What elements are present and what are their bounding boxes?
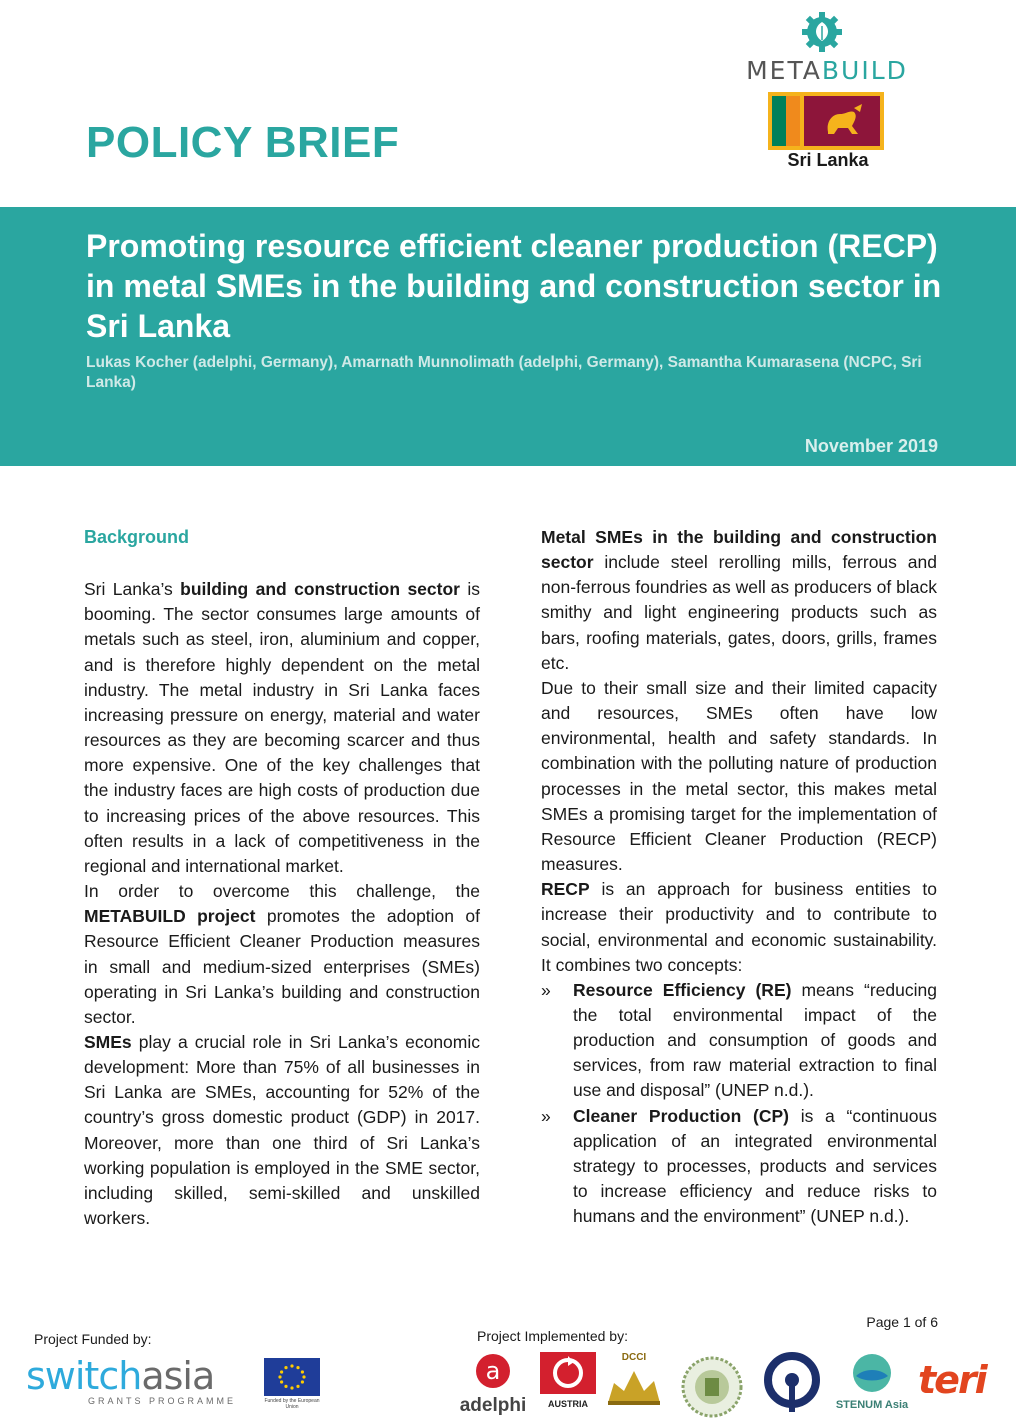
paragraph-recp: RECP is an approach for business entities to increase their productivity and to contribute to social, environmental and economic sustainability. It combines two concepts: — [541, 879, 937, 975]
svg-text:a: a — [485, 1357, 501, 1385]
authors-line: Lukas Kocher (adelphi, Germany), Amarnath Munnolimath (adelphi, Germany), Samantha Kumarasena (NCPC, Sri Lanka) — [86, 354, 922, 391]
paragraph-metabuild-project: In order to overcome this challenge, the METABUILD project promotes the adoption of Resource Efficient Cleaner Production measures in small and medium-sized enterprises (SMEs) operating in Sri Lanka’s building and construction sector. — [84, 881, 480, 1027]
paragraph-smes-role: SMEs play a crucial role in Sri Lanka’s economic development: More than 75% of all businesses in Sri Lanka are SMEs, accounting for 52% of the country’s gross domestic product (GDP) in 2017. Moreover, more than one third of Sri Lanka’s working population is employed in the SME sector, including skilled, semi-skilled and unskilled workers. — [84, 1031, 480, 1229]
publication-date: November 2019 — [804, 436, 938, 456]
metabuild-logo — [732, 10, 922, 85]
paragraph-metal-smes: Metal SMEs in the building and construction sector include steel rerolling mills, ferrous and non-ferrous foundries as well as producers of black smithy and light engineering products such as bars, roofing materials, gates, doors, grills, frames etc. — [541, 527, 937, 673]
stenum-asia-logo: STENUM Asia — [832, 1352, 912, 1411]
section-heading-background: Background — [84, 527, 190, 547]
globe-icon — [832, 1352, 912, 1394]
switch-asia-logo: switchasia GRANTS PROGRAMME — [26, 1354, 237, 1406]
page-number: Page 1 of 6 — [866, 1314, 938, 1330]
eu-flag-icon — [264, 1358, 320, 1396]
bullet-cleaner-production: » Cleaner Production (CP) is a “continuous application of an integrated environmental strategy to processes, products and services to increase efficiency and reduce risks to humans and the environment” (UNEP n.d.). — [541, 1105, 937, 1227]
teri-logo: teri — [918, 1358, 986, 1402]
logo-word-meta: META — [746, 56, 822, 85]
country-label: Sri Lanka — [787, 150, 869, 170]
doc-type-title: POLICY BRIEF — [86, 118, 400, 167]
recycling-arrows-icon — [540, 1352, 596, 1394]
adelphi-mark-icon — [456, 1352, 530, 1390]
cp-mark-icon — [762, 1352, 822, 1414]
eu-caption: Funded by the European Union — [264, 1398, 320, 1410]
logo-word-build: BUILD — [821, 56, 908, 85]
cp-logo — [762, 1352, 822, 1419]
seal-emblem-icon — [678, 1356, 746, 1418]
gear-leaf-icon — [800, 10, 844, 54]
implemented-by-label: Project Implemented by: — [477, 1328, 628, 1344]
bullet-mark: » — [541, 979, 551, 1000]
paragraph-small-size: Due to their small size and their limited capacity and resources, SMEs often have low environmental, health and safety standards. In combination with the polluting nature of production processes in the metal sector, this makes metal SMEs a promising target for the implementation of Resource Efficient Cleaner Production (RECP) measures. — [541, 677, 937, 875]
austria-recycling-logo: AUSTRIA — [540, 1352, 596, 1409]
bullet-resource-efficiency: » Resource Efficiency (RE) means “reducing the total environmental impact of the production and consumption of goods and services, from raw material extraction to final use and disposal” (UNEP n.d.). — [541, 979, 937, 1101]
ncpc-seal-logo — [678, 1356, 746, 1423]
dcci-emblem-icon — [604, 1363, 664, 1407]
brief-headline: Promoting resource efficient cleaner production (RECP) in metal SMEs in the building and construction sector in Sri Lanka — [86, 228, 942, 344]
funded-by-label: Project Funded by: — [34, 1331, 152, 1347]
bullet-mark: » — [541, 1105, 551, 1126]
right-column — [541, 525, 937, 1229]
sri-lanka-flag-icon — [768, 92, 884, 150]
dcci-logo: DCCI — [604, 1352, 664, 1412]
paragraph-building-sector: Sri Lanka’s building and construction sector is booming. The sector consumes large amounts of metals such as steel, iron, aluminium and copper, and is therefore highly dependent on the metal industry. The metal industry in Sri Lanka faces increasing pressure on energy, material and water resources as they are becoming scarcer and thus more expensive. One of the key challenges that the industry faces are high costs of production due to increasing prices of the above resources. This often results in a lack of competitiveness in the regional and international market. — [84, 579, 481, 876]
adelphi-logo: a adelphi — [456, 1352, 530, 1417]
left-column — [84, 525, 480, 1231]
